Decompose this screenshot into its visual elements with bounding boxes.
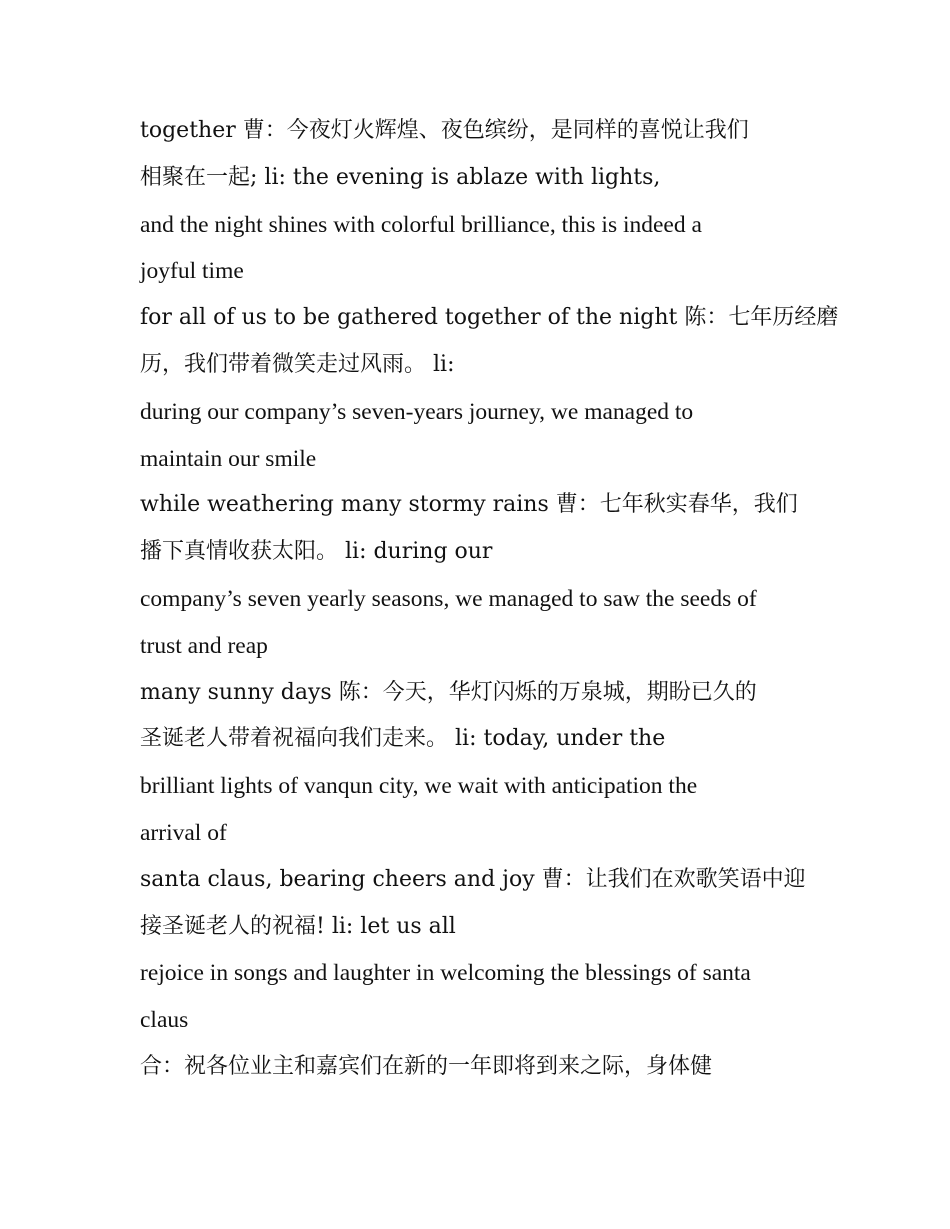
text-line: during our company’s seven-years journey, we managed to <box>140 398 694 425</box>
text-line: 相聚在一起; li: the evening is ablaze with lights, <box>140 164 661 190</box>
text-line: 圣诞老人带着祝福向我们走来。 li: today, under the <box>140 726 666 752</box>
text-line: many sunny days 陈：今天，华灯闪烁的万泉城，期盼已久的 <box>140 679 757 705</box>
text-line: 接圣诞老人的祝福! li: let us all <box>140 913 456 939</box>
text-line: brilliant lights of vanqun city, we wait with anticipation the <box>140 773 698 800</box>
text-line: maintain our smile <box>140 445 317 472</box>
text-line: while weathering many stormy rains 曹：七年秋实春华，我们 <box>140 492 798 518</box>
text-line: trust and reap <box>140 632 268 659</box>
text-line: rejoice in songs and laughter in welcoming the blessings of santa <box>140 960 751 987</box>
text-line: joyful time <box>140 258 244 285</box>
text-line: 合：祝各位业主和嘉宾们在新的一年即将到来之际，身体健 <box>140 1053 713 1079</box>
text-line: claus <box>140 1007 189 1034</box>
text-line: company’s seven yearly seasons, we managed to saw the seeds of <box>140 585 757 612</box>
text-line: santa claus, bearing cheers and joy 曹：让我们在欢歌笑语中迎 <box>140 866 806 892</box>
text-line: for all of us to be gathered together of the night 陈：七年历经磨 <box>140 305 839 331</box>
body-text <box>140 108 839 1091</box>
text-line: arrival of <box>140 819 227 846</box>
text-line: 历，我们带着微笑走过风雨。 li: <box>140 351 455 377</box>
text-line: 播下真情收获太阳。 li: during our <box>140 539 493 565</box>
text-line: and the night shines with colorful brilliance, this is indeed a <box>140 211 702 238</box>
text-line: together 曹：今夜灯火辉煌、夜色缤纷，是同样的喜悦让我们 <box>140 118 749 143</box>
